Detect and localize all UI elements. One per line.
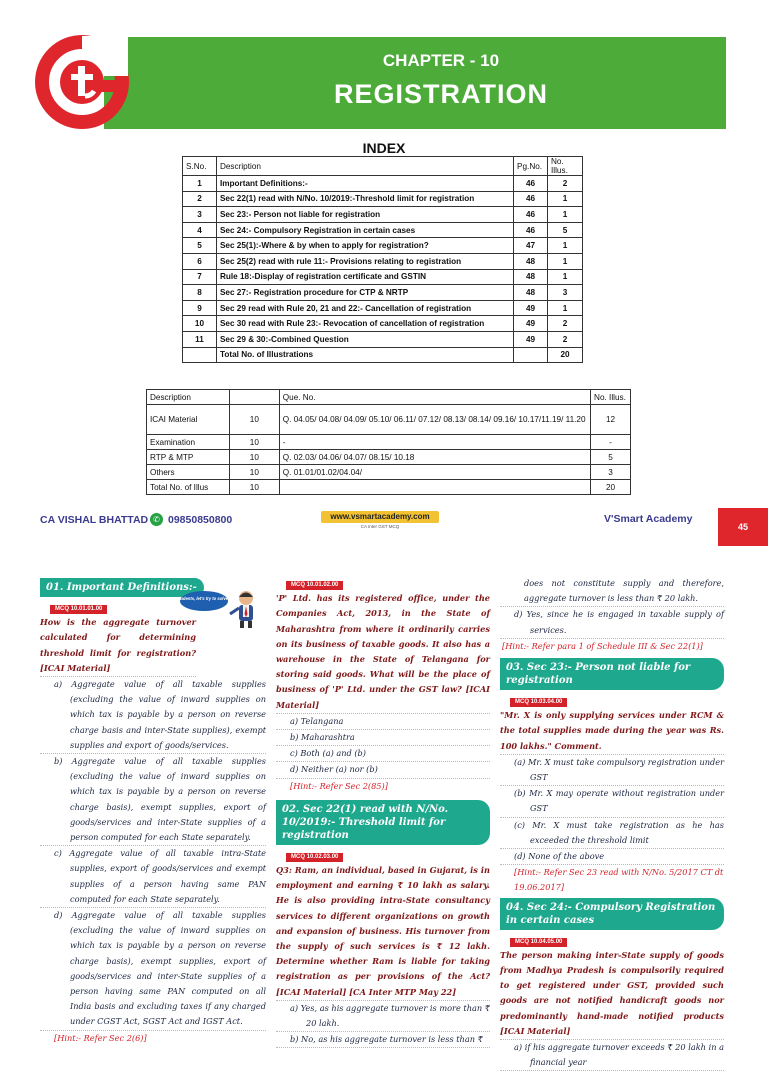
page-number: 45	[718, 508, 768, 546]
section-heading: 04. Sec 24:- Compulsory Registration in certain cases	[500, 898, 724, 930]
mascot-bubble: Students, let's try to solve it	[176, 596, 232, 601]
option-a: a) Yes, as his aggregate turnover is more than ₹ 20 lakh.	[276, 1001, 490, 1032]
table-row: 10 Sec 30 read with Rule 23:- Revocation of cancellation of registration 49 2	[183, 316, 583, 332]
table-row: 6 Sec 25(2) read with rule 11:- Provisions relating to registration 48 1	[183, 253, 583, 269]
col-illus: No. Illus.	[591, 390, 631, 405]
index-header-row	[183, 157, 583, 176]
website-subtitle: CA Inter GST MCQ	[360, 524, 400, 529]
option-c: (c) Mr. X must take registration as he has exceeded the threshold limit	[500, 818, 724, 849]
chapter-banner	[104, 37, 726, 129]
mcq-badge: MCQ 10.04.05.00	[510, 938, 567, 947]
col-description: Description	[216, 157, 513, 176]
table-row: Total No. of Illus 10 20	[147, 480, 631, 495]
table-row: 2 Sec 22(1) read with N/No. 10/2019:-Threshold limit for registration 46 1	[183, 191, 583, 207]
option-a: (a) Mr. X must take compulsory registration under GST	[500, 755, 724, 786]
question-text: 'P' Ltd. has its registered office, under the Companies Act, 2013, in the State of Maharashtra from where it ordinarily carries on its business of taxable goods. It also has a warehouse in the State of Telangana for storing said goods. What will be the place of business of 'P' Ltd. under the GST law? [ICAI Material]	[276, 591, 490, 714]
option-c: c) Aggregate value of all taxable intra-State supplies, export of goods/services and exempt supplies of a person having same PAN computed for each State separately.	[40, 846, 266, 908]
academy-logo-icon	[38, 36, 128, 128]
website-link[interactable]: www.vsmartacademy.com	[321, 511, 439, 523]
option-a: a) if his aggregate turnover exceeds ₹ 20 lakh in a financial year	[500, 1040, 724, 1071]
section-heading: 03. Sec 23:- Person not liable for registration	[500, 658, 724, 690]
hint-text: [Hint:- Refer Sec 23 read with N/No. 5/2017 CT dt 19.06.2017]	[514, 867, 724, 893]
table-row: 9 Sec 29 read with Rule 20, 21 and 22:- Cancellation of registration 49 1	[183, 300, 583, 316]
page-footer	[0, 505, 768, 545]
table-row: RTP & MTP 10 Q. 02.03/ 04.06/ 04.07/ 08.15/ 10.18 5	[147, 450, 631, 465]
mcq-badge: MCQ 10.02.03.00	[286, 853, 343, 862]
mcq-badge: MCQ 10.03.04.00	[510, 698, 567, 707]
col-count	[229, 390, 279, 405]
table-row: 3 Sec 23:- Person not liable for registration 46 1	[183, 207, 583, 223]
col-illus: No. Illus.	[548, 157, 583, 176]
summary-table	[146, 389, 631, 495]
hint-text: [Hint:- Refer para 1 of Schedule III & Sec 22(1)]	[502, 640, 703, 651]
summary-header-row	[147, 390, 631, 405]
table-row: 8 Sec 27:- Registration procedure for CTP & NRTP 48 3	[183, 285, 583, 301]
index-total-row: Total No. of Illustrations 20	[183, 347, 583, 363]
column-right	[500, 576, 724, 1071]
option-a: a) Telangana	[276, 714, 490, 730]
option-d: d) Aggregate value of all taxable supplies (excluding the value of inward supplies on which tax is payable by a person on reverse charge basis), exempt supplies, export of goods/services and inter-State supplies of a person having same PAN computed on all India basis and excluding taxes if any charged under CGST Act, SGST Act and IGST Act.	[40, 908, 266, 1031]
section-heading: 02. Sec 22(1) read with N/No. 10/2019:- Threshold limit for registration	[276, 800, 490, 845]
brand-name: V'Smart Academy	[604, 513, 693, 525]
option-c: c) Both (a) and (b)	[276, 746, 490, 762]
table-row: 11 Sec 29 & 30:-Combined Question 49 2	[183, 331, 583, 347]
option-d: d) Neither (a) nor (b)	[276, 762, 490, 778]
column-left	[40, 576, 266, 1046]
mcq-badge: MCQ 10.01.01.00	[50, 605, 107, 614]
mcq-badge-row	[500, 933, 724, 948]
table-row: 7 Rule 18:-Display of registration certificate and GSTIN 48 1	[183, 269, 583, 285]
table-row: 4 Sec 24:- Compulsory Registration in certain cases 46 5	[183, 222, 583, 238]
hint-text: [Hint:- Refer Sec 2(85)]	[290, 780, 388, 791]
col-sno: S.No.	[183, 157, 217, 176]
author-name: CA VISHAL BHATTAD	[40, 514, 149, 526]
column-middle	[276, 576, 490, 1048]
table-row: ICAI Material 10 Q. 04.05/ 04.08/ 04.09/ 05.10/ 06.11/ 07.12/ 08.13/ 08.14/ 09.16/ 10.17/11.19/ 11.20 12	[147, 405, 631, 435]
col-pgno: Pg.No.	[514, 157, 548, 176]
question-text: How is the aggregate turnover calculated for determining threshold limit for registration? [ICAI Material]	[40, 615, 196, 677]
col-description: Description	[147, 390, 230, 405]
teacher-mascot-icon	[176, 588, 266, 628]
option-b: b) No, as his aggregate turnover is less than ₹	[276, 1032, 490, 1048]
option-b: b) Aggregate value of all taxable supplies (excluding the value of inward supplies on which tax is payable by a person on reverse charge basis), exempt supplies, export of goods/services and inter-State supplies of a person computed for each State separately.	[40, 754, 266, 846]
question-text: The person making inter-State supply of goods from Madhya Pradesh is compulsorily required to get registered under GST, provided such goods are not notified handicraft goods nor predominantly hand-made notified products [ICAI Material]	[500, 948, 724, 1040]
option-b: b) Maharashtra	[276, 730, 490, 746]
option-c-continued: does not constitute supply and therefore, aggregate turnover is less than ₹ 20 lakh.	[500, 576, 724, 607]
table-row: 1 Important Definitions:- 46 2	[183, 176, 583, 192]
chapter-number: CHAPTER - 10	[382, 51, 500, 70]
index-table	[182, 156, 583, 363]
question-text: "Mr. X is only supplying services under RCM & the total supplies made during the year was Rs. 100 lakhs." Comment.	[500, 708, 724, 755]
question-text: Q3: Ram, an individual, based in Gujarat, is in employment and earning ₹ 10 lakh as salary. He is also providing intra-State consultancy services to different organizations on growth and expansion of business. His turnover from the supply of such services is ₹ 12 lakh. Determine whether Ram is liable for taking registration as per provisions of the Act? [ICAI Material] [CA Inter MTP May 22]	[276, 863, 490, 1001]
whatsapp-icon: ✆	[150, 513, 163, 526]
table-row: 5 Sec 25(1):-Where & by when to apply for registration? 47 1	[183, 238, 583, 254]
mcq-badge: MCQ 10.01.02.00	[286, 581, 343, 590]
option-a: a) Aggregate value of all taxable supplies (excluding the value of inward supplies on which tax is payable by a person on reverse charge basis and inter-State supplies), exempt supplies and export of goods/services.	[40, 677, 266, 754]
col-que-no: Que. No.	[279, 390, 590, 405]
option-b: (b) Mr. X may operate without registration under GST	[500, 786, 724, 817]
phone-number: 09850850800	[168, 514, 233, 526]
mcq-badge-row	[276, 576, 490, 591]
table-row: Others 10 Q. 01.01/01.02/04.04/ 3	[147, 465, 631, 480]
mcq-badge-row	[276, 848, 490, 863]
mcq-badge-row	[500, 693, 724, 708]
option-d: d) Yes, since he is engaged in taxable supply of services.	[500, 607, 724, 638]
index-heading: INDEX	[362, 140, 406, 156]
section-heading: 01. Important Definitions:-	[40, 578, 204, 597]
chapter-title: REGISTRATION	[334, 79, 548, 109]
hint-text: [Hint:- Refer Sec 2(6)]	[54, 1032, 147, 1043]
option-d: (d) None of the above	[500, 849, 724, 865]
table-row: Examination 10 - -	[147, 435, 631, 450]
